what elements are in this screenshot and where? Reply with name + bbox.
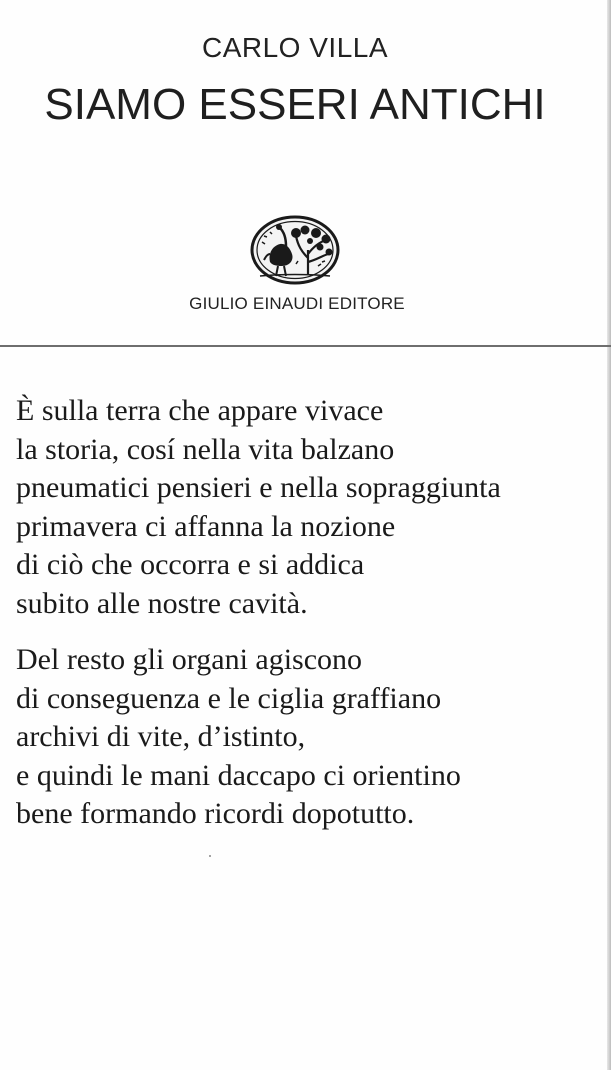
publisher-name: GIULIO EINAUDI EDITORE xyxy=(189,294,405,313)
cover-edge-shadow xyxy=(607,0,611,1070)
poem-line: archivi di vite, d’istinto, xyxy=(16,720,306,753)
book-title: SIAMO ESSERI ANTICHI xyxy=(44,80,546,129)
poem-line: bene formando ricordi dopotutto. xyxy=(16,797,415,830)
poem-line: Del resto gli organi agiscono xyxy=(16,643,363,676)
stanza-1 xyxy=(16,392,606,623)
poem-line: subito alle nostre cavità. xyxy=(16,586,308,620)
poem-line: di ciò che occorra e si addica xyxy=(16,548,365,581)
poem-text xyxy=(16,392,606,834)
poem-line: primavera ci affanna la nozione xyxy=(16,509,396,543)
poem-line: di conseguenza e le ciglia graffiano xyxy=(16,681,442,715)
paper-speck xyxy=(209,855,211,857)
poem-line: È sulla terra che appare vivace xyxy=(16,394,384,427)
stanza-2 xyxy=(16,641,606,834)
poem-line: pneumatici pensieri e nella sopraggiunta xyxy=(16,471,501,504)
ostrich-seal-icon xyxy=(250,214,340,286)
author-name: CARLO VILLA xyxy=(201,32,389,63)
divider-rule xyxy=(0,345,611,347)
poem-line: la storia, cosí nella vita balzano xyxy=(16,432,395,466)
poem-line: e quindi le mani daccapo ci orientino xyxy=(16,758,461,792)
